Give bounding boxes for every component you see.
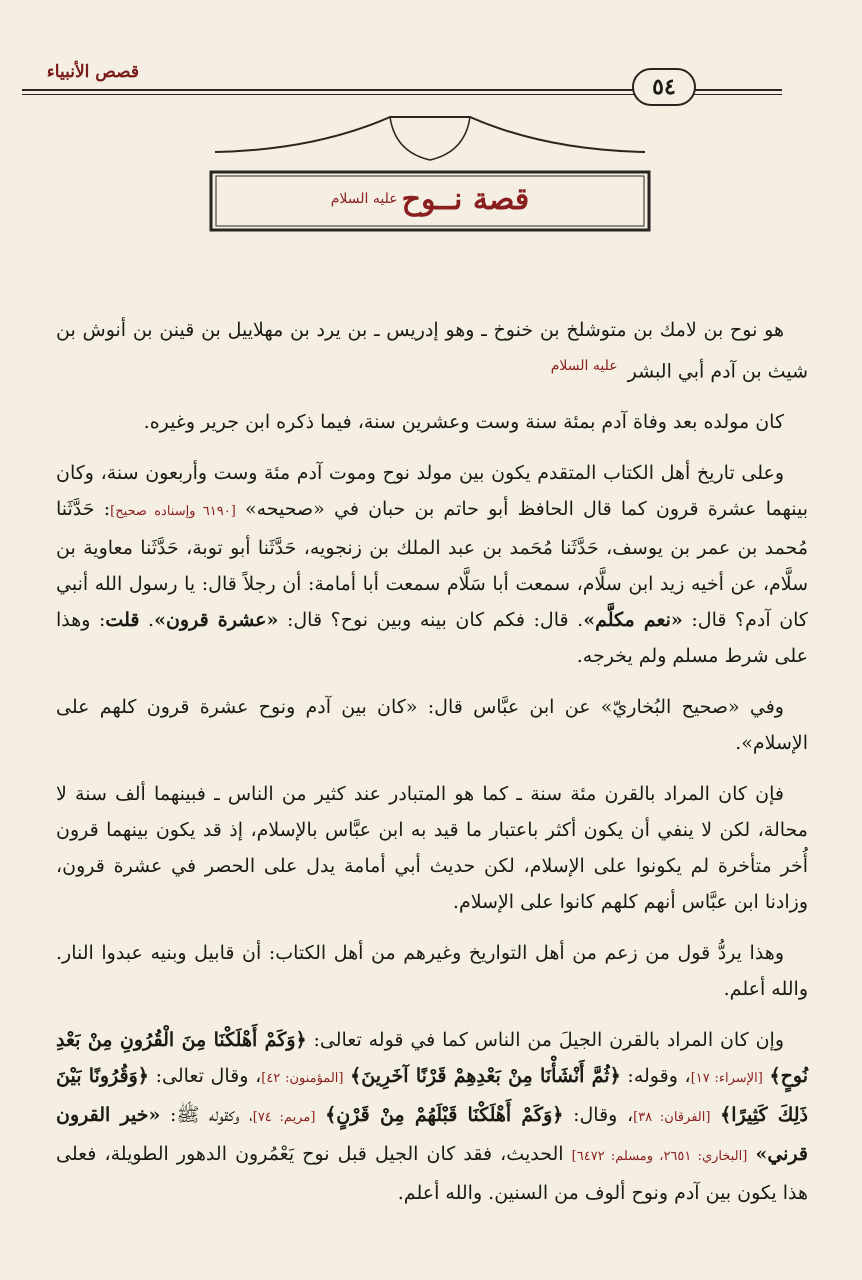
paragraph — [56, 455, 808, 674]
paragraph-text: ، وقال: — [573, 1104, 634, 1127]
paragraph: وهذا يردُّ قول من زعم من أهل التواريخ وغيرهم من أهل الكتاب: أن قابيل وبنيه عبدوا النار. والله أعلم. — [56, 942, 808, 1001]
note-label: قلت — [105, 609, 140, 632]
honorific: عليه السلام — [330, 191, 398, 207]
paragraph-text: الحديث، فقد كان الجيل قبل نوح يَعْمُرون الدهور الطويلة، فعلى هذا يكون بين آدم ونوح ألوف من السنين. والله أعلم. — [56, 1143, 808, 1205]
paragraph: وفي «صحيح البُخاريّ» عن ابن عبَّاس قال: «كان بين آدم ونوح عشرة قرون كلهم على الإسلام». — [56, 696, 808, 755]
paragraph-text: . قال: فكم كان بينه وبين نوح؟ قال: — [286, 609, 584, 632]
citation: [الإسراء: ١٧] — [690, 1071, 763, 1087]
paragraph — [56, 312, 808, 389]
paragraph-text: هو نوح بن لامك بن متوشلخ بن خنوخ ـ وهو إدريس ـ بن يرد بن مهلاييل بن قينن بن أنوش بن شيث بن آدم أبي البشر — [56, 319, 808, 383]
hadith-quote: «خير القرون قرني» — [56, 1104, 809, 1166]
quran-verse: ﴿ثُمَّ أَنْشَأْنَا مِنْ بَعْدِهِمْ قَرْنًا آخَرِينَ﴾ — [350, 1065, 621, 1088]
citation: [٦١٩٠ وإسناده صحيح] — [110, 504, 236, 520]
paragraph-text: . — [148, 609, 155, 632]
hadith-quote: «نعم مكلَّم» — [583, 609, 683, 632]
paragraph — [56, 1022, 808, 1211]
paragraph-text: ، وقال تعالى: — [155, 1065, 262, 1088]
hadith-quote: «عشرة قرون» — [154, 609, 279, 632]
quran-verse: ﴿وَقُرُونًا بَيْنَ ذَلِكَ كَثِيرًا﴾ — [56, 1065, 808, 1127]
citation: [الفرقان: ٣٨] — [633, 1110, 711, 1126]
paragraph-text: ، وقوله: — [627, 1065, 691, 1088]
paragraph-text: ، وكقوله ﷺ: — [170, 1104, 253, 1127]
quran-verse: ﴿وَكَمْ أَهْلَكْنَا مِنَ الْقُرُونِ مِنْ بَعْدِ نُوحٍ﴾ — [56, 1029, 809, 1088]
running-title: قصص الأنبياء — [46, 62, 139, 82]
honorific: عليه السلام — [550, 358, 618, 374]
main-text — [56, 312, 808, 1226]
quran-verse: ﴿وَكَمْ أَهْلَكْنَا قَبْلَهُمْ مِنْ قَرْنٍ﴾ — [325, 1104, 564, 1127]
citation: [البخاري: ٢٦٥١، ومسلم: ٦٤٧٢] — [571, 1149, 748, 1165]
chapter-heading-frame — [205, 112, 655, 242]
paragraph: كان مولده بعد وفاة آدم بمئة سنة وست وعشرين سنة، فيما ذكره ابن جرير وغيره. — [143, 411, 784, 434]
paragraph-text: وإن كان المراد بالقرن الجيلَ من الناس كما في قوله تعالى: — [313, 1029, 784, 1052]
chapter-title — [205, 172, 655, 226]
paragraph: فإن كان المراد بالقرن مئة سنة ـ كما هو المتبادر عند كثير من الناس ـ فبينهما ألف سنة لا محالة، لكن لا ينفي أن يكون أكثر باعتبار ما قيد به ابن عبَّاس بالإسلام، إذ قد يكون بينهما قرون أُخر متأخرة لم يكونوا على الإسلام، لكن حديث أبي أمامة يدل على الحصر في عشرة قرون، وزادنا ابن عبَّاس أنهم كلهم كانوا على الإسلام. — [56, 783, 808, 914]
chapter-title-text: قصة نــوح — [401, 181, 530, 217]
page-header — [0, 0, 862, 110]
paragraph-text: : حَدَّثَنا مُحمد بن عمر بن يوسف، حَدَّثَنا مُحَمد بن عبد الملك بن زنجويه، حَدَّثَنا أبو توبة، حَدَّثَنا معاوية بن سلَّام، عن أخيه زيد ابن سلَّام، سمعت أبا سَلَّام سمعت أبا أمامة: أن رجلاً قال: يا رسول الله أنبي كان آدم؟ قال: — [56, 498, 808, 632]
paragraph-text: : وهذا على شرط مسلم ولم يخرجه. — [56, 609, 808, 668]
page-number: ٥٤ — [632, 68, 696, 106]
citation: [المؤمنون: ٤٢] — [261, 1071, 344, 1087]
citation: [مريم: ٧٤] — [252, 1110, 316, 1126]
paragraph-text: وعلى تاريخ أهل الكتاب المتقدم يكون بين مولد نوح وموت آدم مئة وست وأربعون سنة، وكان بينهما عشرة قرون كما قال الحافظ أبو حاتم بن حبان في «صحيحه» — [56, 462, 808, 521]
